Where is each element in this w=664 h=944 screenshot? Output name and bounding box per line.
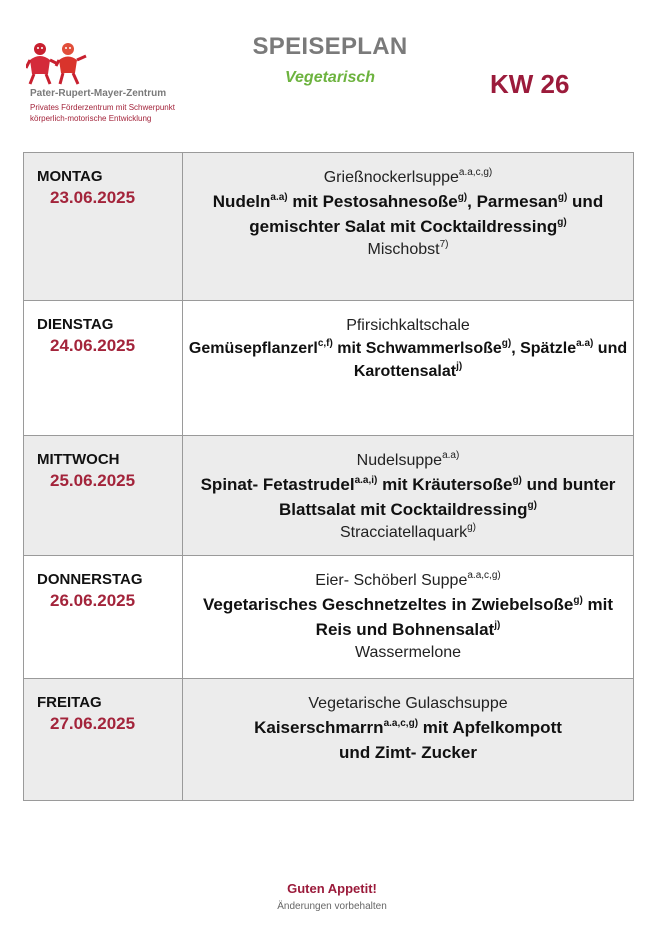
day-name: MITTWOCH [37,451,120,468]
soup-text: Vegetarische Gulaschsuppe [308,695,508,712]
day-date: 23.06.2025 [50,188,136,207]
greeting: Guten Appetit! [287,881,377,896]
soup [183,570,633,592]
main-dish-part: und bunter Blattsalat mit Cocktaildressing [279,475,616,519]
soup [183,167,633,189]
allergen-code: a.a,c,g) [467,570,501,581]
main-dish [183,472,633,522]
menu-row-friday [24,679,634,801]
logo [26,40,196,86]
day-cell [24,301,183,436]
main-dish-part: Vegetarisches Geschnetzeltes in Zwiebelsoße [202,595,574,614]
main-dish [183,189,633,239]
org-subtitle-line2: körperlich-motorische Entwicklung [30,114,152,123]
main-dish-part: und gemischter Salat mit Cocktaildressing [249,192,604,236]
soup-text: Nudelsuppe [356,452,443,469]
allergen-code: g) [512,475,522,486]
main-dish-part: mit Kräutersoße [377,475,513,494]
menu-table [23,152,634,801]
org-subtitle [30,102,175,124]
main-dish-part: Nudeln [212,192,271,211]
dishes-cell [183,679,634,801]
soup-text: Grießnockerlsuppe [323,169,459,186]
day-cell [24,679,183,801]
main-dish [183,337,633,383]
allergen-code: g) [467,522,477,533]
allergen-code: g) [457,192,468,203]
day-name: FREITAG [37,694,102,711]
day-cell [24,556,183,679]
menu-row-tuesday [24,301,634,436]
dessert [183,642,633,664]
page-title: SPEISEPLAN [252,33,408,60]
allergen-code: g) [557,192,568,203]
dessert [183,239,633,261]
allergen-code: j) [494,620,501,631]
day-date: 25.06.2025 [50,471,136,490]
main-dish [183,715,633,765]
day-date: 26.06.2025 [50,591,136,610]
allergen-code: a.a) [442,450,460,461]
menu-row-wednesday [24,436,634,556]
menu-row-monday [24,153,634,301]
main-dish-part: Spinat- Fetastrudel [200,475,355,494]
children-logo-icon [26,40,96,86]
soup [183,693,633,715]
allergen-code: g) [573,595,583,606]
dessert-text: Mischobst [367,241,440,258]
main-dish-part: und Karottensalat [353,340,628,380]
dishes-cell [183,556,634,679]
day-date: 27.06.2025 [50,714,136,733]
main-dish-part: mit Reis und Bohnensalat [315,595,614,639]
allergen-code: g) [557,217,567,228]
allergen-code: a.a) [270,192,288,203]
soup [183,315,633,337]
main-dish-part: , Spätzle [511,340,577,357]
allergen-code: j) [456,361,463,372]
day-cell [24,436,183,556]
org-subtitle-line1: Privates Förderzentrum mit Schwerpunkt [30,103,175,112]
main-dish-part: mit Apfelkompott und Zimt- Zucker [339,718,562,762]
soup-text: Pfirsichkaltschale [346,317,470,334]
day-name: DONNERSTAG [37,571,143,588]
dishes-cell [183,436,634,556]
allergen-code: a.a,c,g) [458,167,493,178]
main-dish-part: , Parmesan [467,192,558,211]
dishes-cell [183,301,634,436]
main-dish [183,592,633,642]
allergen-code: g) [501,338,512,349]
main-dish-part: mit Schwammerlsoße [332,340,502,357]
allergen-code: a.a,i) [354,475,378,486]
week-number: KW 26 [490,69,570,99]
menu-row-thursday [24,556,634,679]
main-dish-part: Gemüsepflanzerl [188,340,318,357]
dessert [183,522,633,544]
disclaimer: Änderungen vorbehalten [277,901,387,912]
main-dish-part: mit Pestosahnesoße [287,192,458,211]
allergen-code: a.a) [576,338,594,349]
soup [183,450,633,472]
dessert-text: Wassermelone [354,644,462,661]
org-name: Pater-Rupert-Mayer-Zentrum [30,88,167,99]
allergen-code: a.a,c,g) [383,718,419,729]
day-date: 24.06.2025 [50,336,136,355]
day-name: DIENSTAG [37,316,114,333]
page-subtitle: Vegetarisch [284,69,376,86]
allergen-code: c,f) [317,338,333,349]
day-cell [24,153,183,301]
dishes-cell [183,153,634,301]
main-dish-part: Kaiserschmarrn [254,718,384,737]
allergen-code: 7) [439,239,449,250]
allergen-code: g) [527,500,537,511]
dessert-text: Stracciatellaquark [339,524,468,541]
soup-text: Eier- Schöberl Suppe [315,572,468,589]
day-name: MONTAG [37,168,103,185]
